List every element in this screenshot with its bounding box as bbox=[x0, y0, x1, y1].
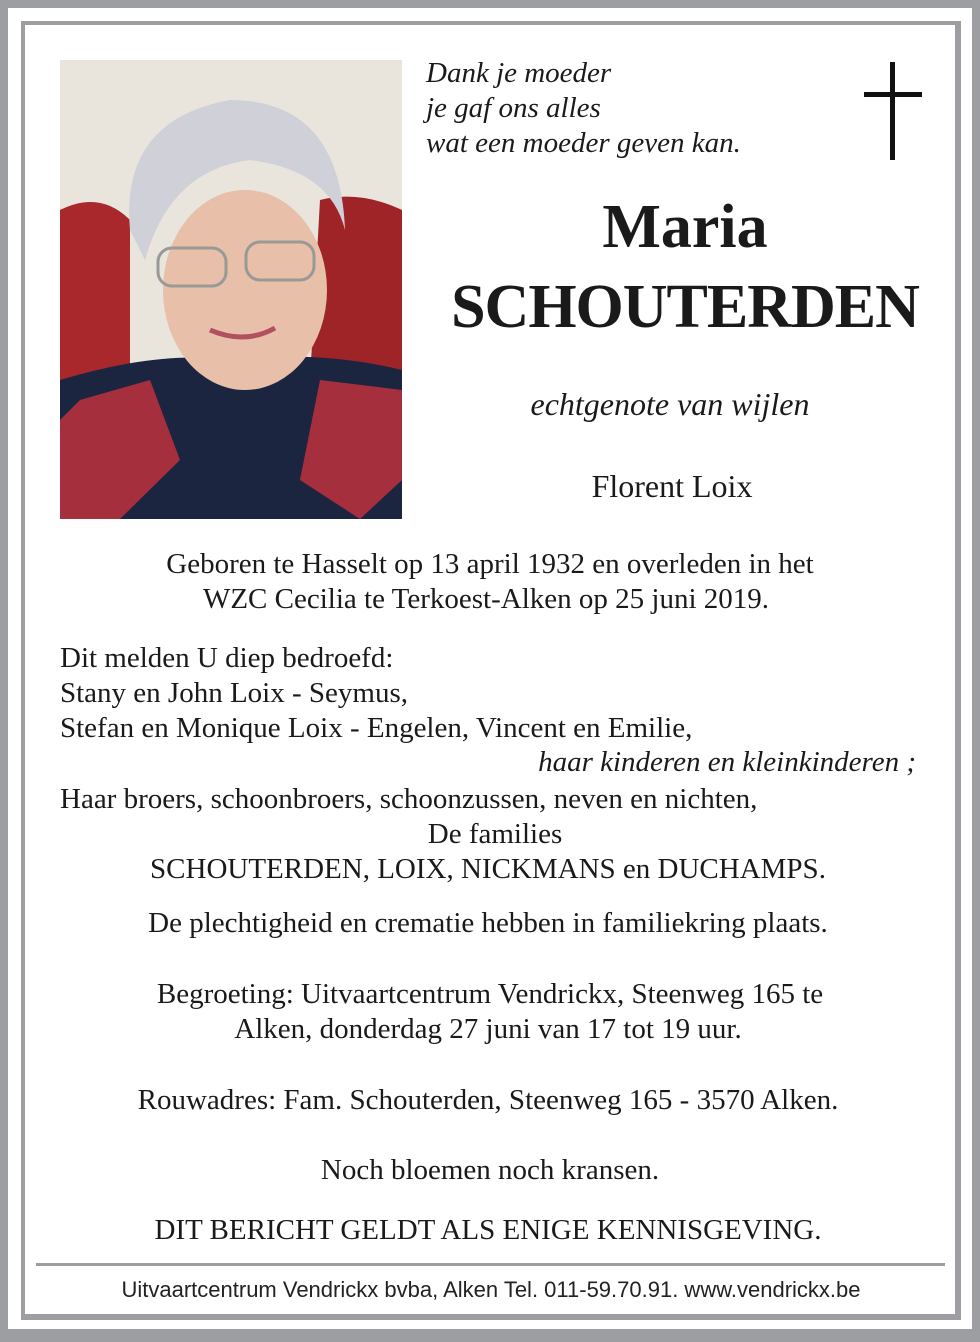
children-label: haar kinderen en kleinkinderen ; bbox=[538, 746, 916, 778]
mourner-line: Haar broers, schoonbroers, schoonzussen, neven en nichten, bbox=[60, 783, 758, 815]
greeting-line: Begroeting: Uitvaartcentrum Vendrickx, Steenweg 165 te bbox=[156, 978, 824, 1010]
first-name: Maria bbox=[602, 193, 768, 261]
portrait-photo bbox=[60, 60, 402, 519]
flowers-text: Noch bloemen noch kransen. bbox=[320, 1154, 660, 1186]
address-text: Rouwadres: Fam. Schouterden, Steenweg 165 - 3570 Alken. bbox=[137, 1084, 839, 1116]
last-name: SCHOUTERDEN bbox=[451, 273, 919, 341]
poem-line: je gaf ons alles bbox=[426, 92, 601, 124]
spouse-name: Florent Loix bbox=[591, 468, 753, 504]
mourner-line: De families bbox=[427, 818, 563, 850]
poem bbox=[426, 56, 741, 161]
mourner-line: Stany en John Loix - Seymus, bbox=[60, 677, 408, 709]
cross-icon bbox=[864, 62, 922, 160]
footer-text: Uitvaartcentrum Vendrickx bvba, Alken Tel. 011-59.70.91. www.vendrickx.be bbox=[121, 1277, 861, 1302]
footer-divider bbox=[36, 1263, 945, 1266]
mourner-families: SCHOUTERDEN, LOIX, NICKMANS en DUCHAMPS. bbox=[150, 853, 826, 885]
birth-death-line: Geboren te Hasselt op 13 april 1932 en overleden in het bbox=[166, 548, 814, 580]
spouse-intro: echtgenote van wijlen bbox=[530, 386, 810, 422]
mourners-intro: Dit melden U diep bedroefd: bbox=[60, 642, 394, 674]
birth-death-line: WZC Cecilia te Terkoest-Alken op 25 juni 2019. bbox=[202, 583, 770, 615]
poem-line: Dank je moeder bbox=[426, 57, 612, 89]
greeting-line: Alken, donderdag 27 juni van 17 tot 19 uur. bbox=[234, 1013, 742, 1045]
poem-line: wat een moeder geven kan. bbox=[426, 127, 741, 159]
ceremony-text: De plechtigheid en crematie hebben in familiekring plaats. bbox=[148, 907, 828, 939]
notice-text: DIT BERICHT GELDT ALS ENIGE KENNISGEVING. bbox=[154, 1214, 822, 1246]
mourner-line: Stefan en Monique Loix - Engelen, Vincent en Emilie, bbox=[60, 712, 693, 744]
